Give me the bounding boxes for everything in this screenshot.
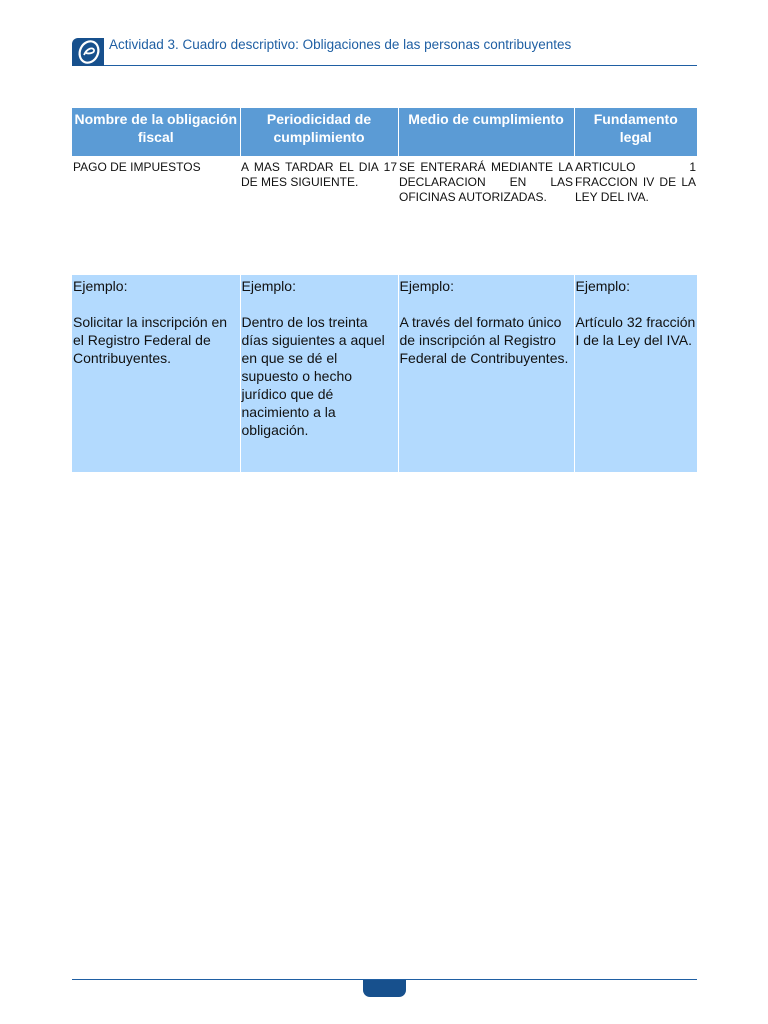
header-compliance-means: Medio de cumplimiento xyxy=(398,108,574,156)
cell-periodicity: A MAS TARDAR EL DIA 17 DE MES SIGUIENTE. xyxy=(241,160,397,189)
cell-obligation-name: PAGO DE IMPUESTOS xyxy=(73,160,201,174)
cell-compliance-means: SE ENTERARÁ MEDIANTE LA DECLARACION EN LAS OFICINAS AUTORIZADAS. xyxy=(399,160,573,204)
table-row xyxy=(72,156,697,210)
brand-logo-icon xyxy=(72,38,104,66)
example-cell-3 xyxy=(398,275,574,472)
header-periodicity: Periodicidad de cumplimiento xyxy=(240,108,398,156)
example-label: Ejemplo: xyxy=(73,278,128,294)
example-text: A través del formato único de inscripción al Registro Federal de Contribuyentes. xyxy=(399,314,569,366)
example-row xyxy=(72,275,697,472)
cell-legal-basis: ARTICULO 1 FRACCION IV DE LA LEY DEL IVA. xyxy=(575,160,696,204)
example-cell-1 xyxy=(72,275,240,472)
example-cell-4 xyxy=(574,275,697,472)
example-label: Ejemplo: xyxy=(399,278,454,294)
example-text: Dentro de los treinta días siguientes a aquel en que se dé el supuesto o hecho jurídico que dé nacimiento a la obligación. xyxy=(241,314,385,438)
example-text: Artículo 32 fracción I de la Ley del IVA. xyxy=(575,314,696,348)
example-table xyxy=(72,275,697,472)
obligations-table xyxy=(72,108,697,210)
example-label: Ejemplo: xyxy=(575,278,630,294)
page-number-tab xyxy=(363,980,406,997)
example-text: Solicitar la inscripción en el Registro Federal de Contribuyentes. xyxy=(73,314,228,366)
document-title: Actividad 3. Cuadro descriptivo: Obligaciones de las personas contribuyentes xyxy=(109,37,572,52)
table-header-row xyxy=(72,108,697,156)
example-label: Ejemplo: xyxy=(241,278,296,294)
page-header xyxy=(72,34,697,66)
header-legal-basis: Fundamento legal xyxy=(574,108,697,156)
header-obligation-name: Nombre de la obligación fiscal xyxy=(72,108,240,156)
example-cell-2 xyxy=(240,275,398,472)
